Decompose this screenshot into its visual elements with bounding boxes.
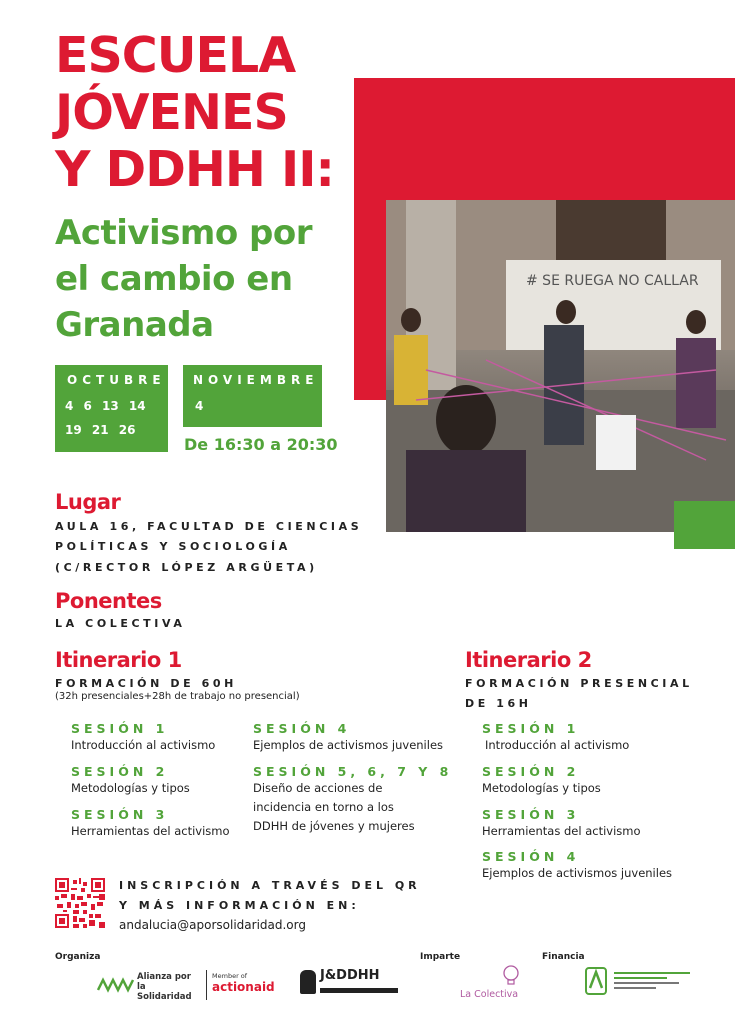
- session-label: SESIÓN 4: [253, 721, 351, 736]
- alianza-waves-icon: [97, 976, 135, 994]
- lugar-line-2: POLÍTICAS Y SOCIOLOGÍA: [55, 540, 291, 553]
- footer-imparte-label: Imparte: [420, 952, 461, 962]
- session-label: SESIÓN 3: [71, 807, 169, 822]
- session-item: [482, 764, 712, 807]
- session-label: SESIÓN 1: [71, 721, 169, 736]
- november-days-row-1: 4: [195, 399, 204, 413]
- logo-jddhh-text: J&DDHH: [320, 968, 380, 983]
- la-colectiva-bulb-icon: [501, 964, 521, 988]
- logo-jddhh: [298, 966, 402, 1000]
- logo-actionaid-text: actionaid: [212, 980, 275, 994]
- session-item: [253, 764, 453, 836]
- contact-email-link[interactable]: andalucia@aporsolidaridad.org: [119, 918, 306, 932]
- logo-member-of-text: Member of: [212, 972, 248, 980]
- itinerario-1-sessions-left: [71, 721, 251, 850]
- october-dates-box: [55, 365, 168, 452]
- inscripcion-line-1: INSCRIPCIÓN A TRAVÉS DEL QR: [119, 879, 421, 892]
- itinerario-1-heading: Itinerario 1: [55, 648, 182, 672]
- october-days-row-1: 4 6 13 14: [65, 399, 146, 413]
- session-label: SESIÓN 5, 6, 7 Y 8: [253, 764, 453, 779]
- title-line-3: Y DDHH II:: [55, 141, 335, 198]
- itinerario-2-formacion-2: DE 16H: [465, 697, 532, 710]
- november-dates-box: [183, 365, 322, 427]
- junta-andalucia-emblem-icon: [584, 966, 608, 996]
- itinerario-1-sessions-right: [253, 721, 453, 836]
- ponentes-value: LA COLECTIVA: [55, 617, 186, 630]
- logo-jddhh-underline: [320, 988, 398, 993]
- session-item: [482, 849, 712, 883]
- session-item: [71, 721, 251, 764]
- logo-junta-andalucia: [584, 966, 694, 1000]
- lugar-line-3: (C/RECTOR LÓPEZ ARGÜETA): [55, 561, 318, 574]
- logo-alianza-text: Alianza por la Solidaridad: [137, 972, 192, 1002]
- session-desc: Herramientas del activismo: [482, 824, 641, 838]
- lugar-heading: Lugar: [55, 490, 121, 514]
- session-desc: Ejemplos de activismos juveniles: [482, 866, 673, 880]
- session-desc: Ejemplos de activismos juveniles: [253, 738, 444, 752]
- october-label: OCTUBRE: [67, 373, 166, 387]
- session-label: SESIÓN 1: [482, 721, 580, 736]
- session-label: SESIÓN 2: [482, 764, 580, 779]
- itinerario-1-note: (32h presenciales+28h de trabajo no presencial): [55, 691, 300, 702]
- logo-divider: [206, 970, 207, 1000]
- session-desc: Metodologías y tipos: [71, 781, 190, 795]
- itinerario-2-formacion-1: FORMACIÓN PRESENCIAL: [465, 677, 693, 690]
- october-days-row-2: 19 21 26: [65, 423, 136, 437]
- session-label: SESIÓN 4: [482, 849, 580, 864]
- logo-actionaid: [212, 972, 275, 994]
- itinerario-2-heading: Itinerario 2: [465, 648, 592, 672]
- session-desc-line-3: DDHH de jóvenes y mujeres: [253, 819, 415, 833]
- junta-text-lines: [614, 972, 690, 989]
- session-label: SESIÓN 2: [71, 764, 169, 779]
- lugar-line-1: AULA 16, FACULTAD DE CIENCIAS: [55, 520, 363, 533]
- title-line-1: ESCUELA: [55, 27, 296, 84]
- session-desc: Introducción al activismo: [485, 738, 630, 752]
- session-desc: Herramientas del activismo: [71, 824, 230, 838]
- schedule-time: De 16:30 a 20:30: [184, 435, 338, 454]
- event-photo: [386, 200, 735, 532]
- qr-code[interactable]: [55, 878, 105, 928]
- session-label: SESIÓN 3: [482, 807, 580, 822]
- session-desc: Introducción al activismo: [71, 738, 216, 752]
- footer-organiza-label: Organiza: [55, 952, 101, 962]
- november-label: NOVIEMBRE: [193, 373, 319, 387]
- subtitle-line-1: Activismo por: [55, 213, 313, 253]
- logo-jddhh-figure-icon: [300, 970, 316, 994]
- footer-financia-label: Financia: [542, 952, 585, 962]
- logo-la-colectiva-text: La Colectiva: [460, 989, 519, 1000]
- logo-alianza: [97, 970, 207, 1000]
- ponentes-heading: Ponentes: [55, 589, 162, 613]
- itinerario-2-sessions: [482, 721, 712, 883]
- session-item: [482, 807, 712, 849]
- subtitle-line-2: el cambio en: [55, 259, 293, 299]
- photo-illustration: [386, 200, 735, 532]
- green-decor-block: [674, 501, 735, 549]
- session-item: [71, 807, 251, 850]
- session-item: [482, 721, 712, 764]
- logo-la-colectiva: [460, 964, 522, 1004]
- session-desc-line-1: Diseño de acciones de: [253, 781, 383, 795]
- subtitle-line-3: Granada: [55, 305, 214, 345]
- qr-code-graphic: [55, 878, 105, 928]
- session-item: [71, 764, 251, 807]
- inscripcion-line-2: Y MÁS INFORMACIÓN EN:: [119, 899, 360, 912]
- photo-banner-text: # SE RUEGA NO CALLAR: [526, 273, 699, 289]
- session-desc-line-2: incidencia en torno a los: [253, 800, 394, 814]
- itinerario-1-formacion: FORMACIÓN DE 60H: [55, 677, 237, 690]
- session-desc: Metodologías y tipos: [482, 781, 601, 795]
- title-line-2: JÓVENES: [55, 84, 288, 141]
- session-item: [253, 721, 453, 764]
